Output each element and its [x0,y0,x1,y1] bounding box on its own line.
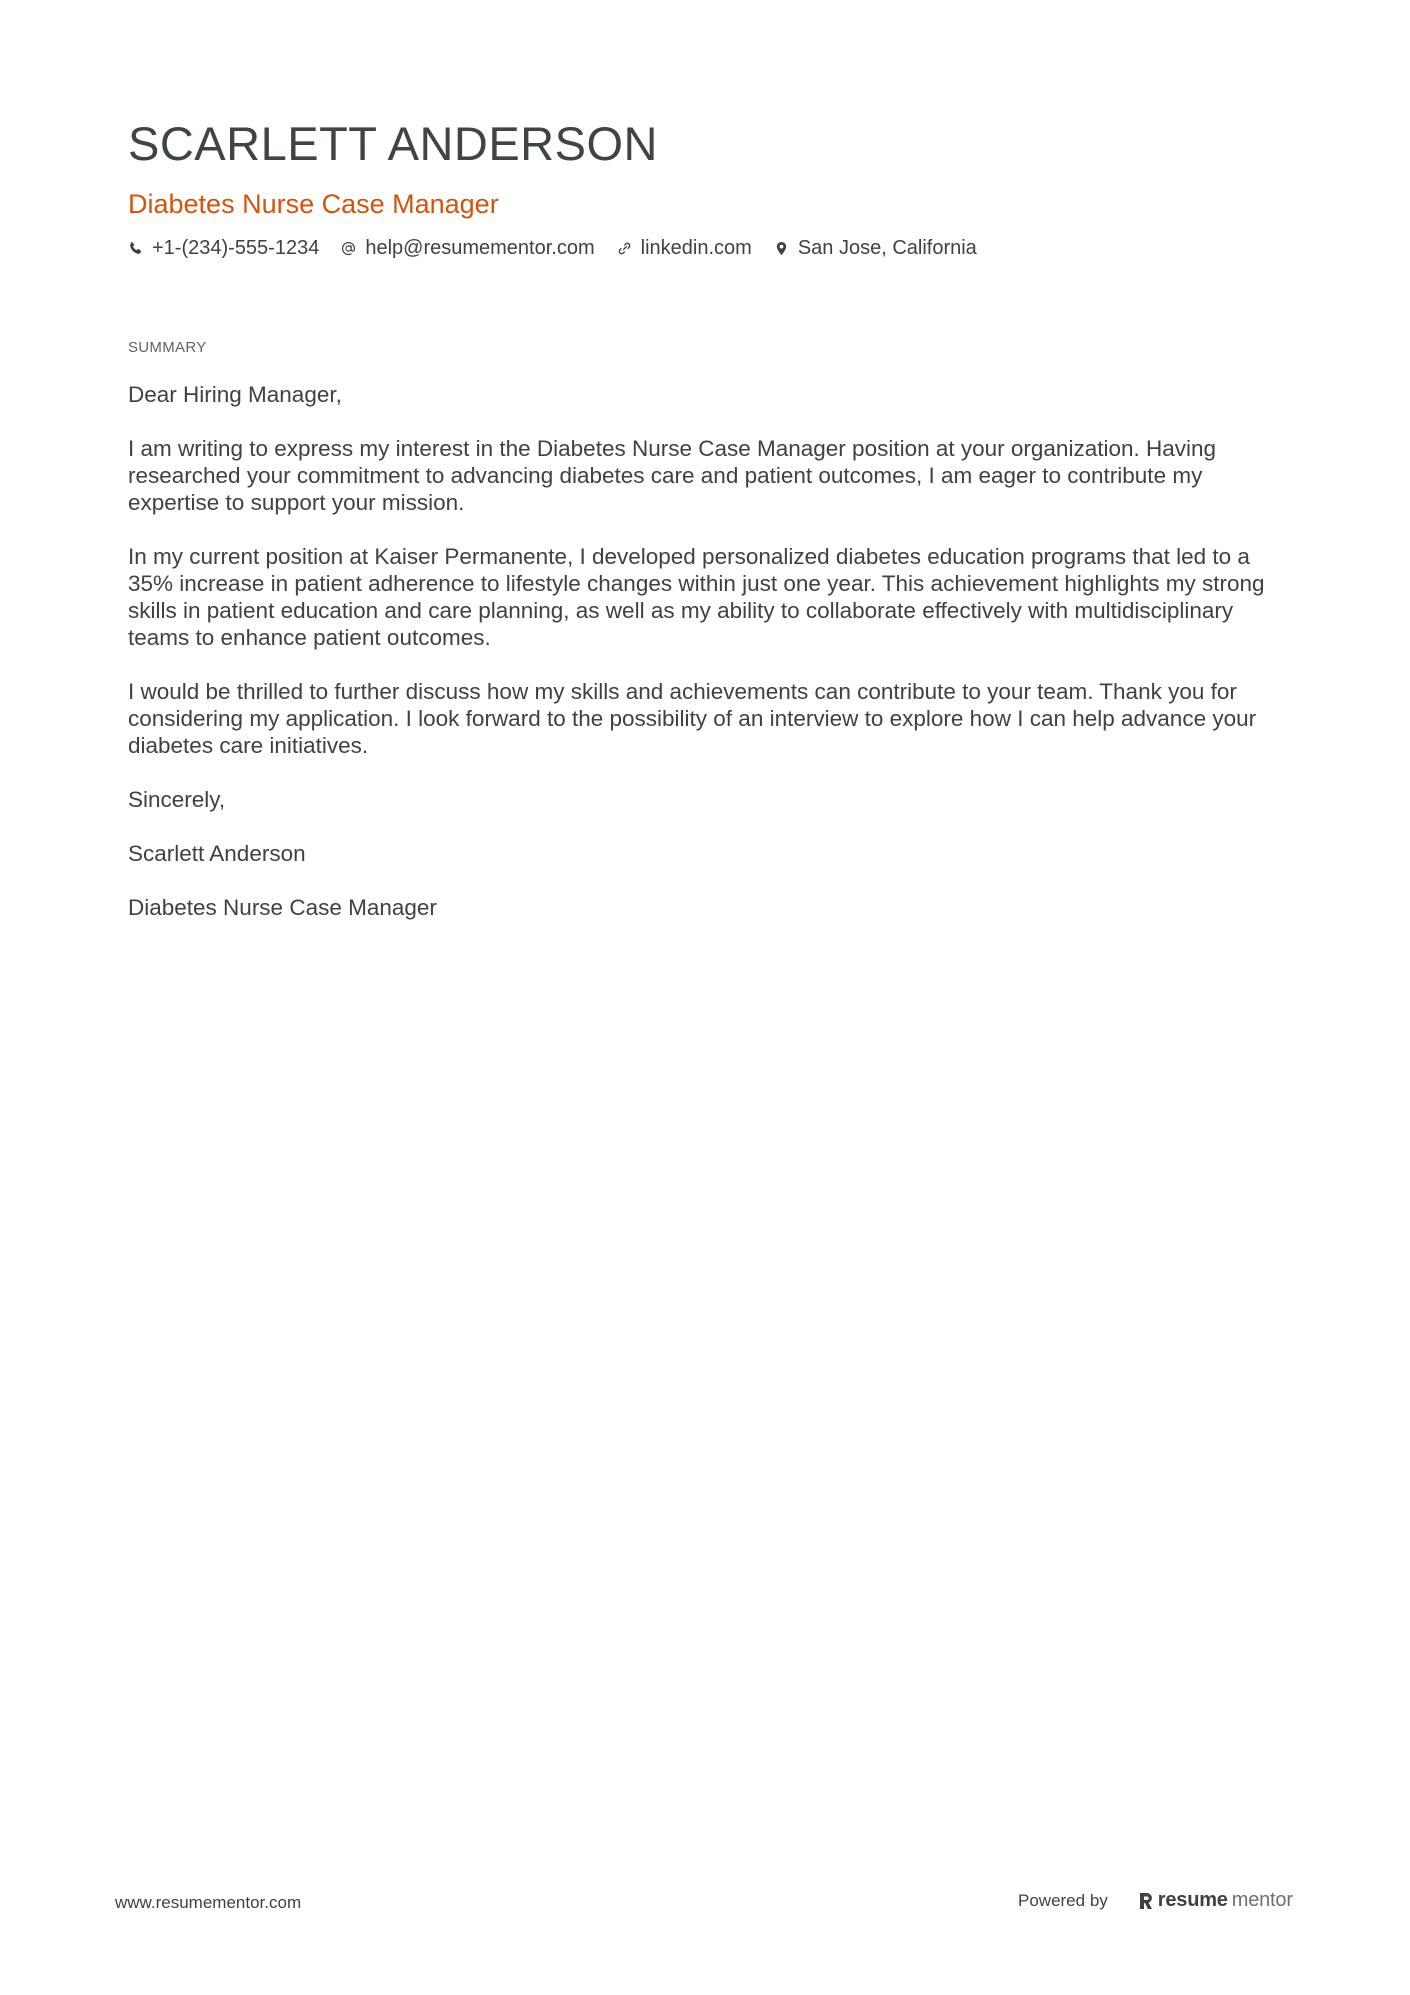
greeting: Dear Hiring Manager, [128,382,342,407]
section-heading: SUMMARY [128,339,207,356]
phone-text: +1-(234)-555-1234 [152,237,320,259]
paragraph: I am writing to express my interest in the Diabetes Nurse Case Manager position at your organization. Having researched your commitment to advancing diabetes care and patient outcomes, I am eager to contribute my expertise to support your mission. [128,436,1217,515]
resumementor-logo-icon [1138,1891,1154,1911]
email-text: help@resumementor.com [365,237,595,259]
paragraph: I would be thrilled to further discuss how my skills and achievements can contribute to your team. Thank you for considering my application. I look forward to the possibility of an interview to explore how I can help advance your diabetes care initiatives. [128,679,1257,758]
link-icon [617,241,632,256]
location-text: San Jose, California [797,237,977,259]
contact-email[interactable] [341,234,594,262]
link-text: linkedin.com [640,237,752,259]
summary-section [128,337,1298,948]
signature-title: Diabetes Nurse Case Manager [128,895,437,920]
contact-location [774,234,977,262]
brand-bold: resume [1157,1889,1228,1911]
brand-light: mentor [1231,1889,1293,1911]
contact-phone [128,234,319,262]
location-pin-icon [774,241,789,256]
signature-name: Scarlett Anderson [128,841,306,866]
phone-icon [128,241,143,256]
letter-body [128,381,1298,921]
contact-link[interactable] [617,234,752,262]
brand-logo[interactable] [1138,1889,1293,1912]
closing: Sincerely, [128,787,226,812]
header [128,112,1288,262]
paragraph: In my current position at Kaiser Permanente, I developed personalized diabetes education programs that led to a 35% increase in patient adherence to lifestyle changes within just one year. This achievement highlights my strong skills in patient education and care planning, as well as my ability to collaborate effectively with multidisciplinary teams to enhance patient outcomes. [128,544,1265,650]
at-icon [341,241,356,256]
job-title: Diabetes Nurse Case Manager [128,189,499,219]
candidate-name: SCARLETT ANDERSON [128,117,658,170]
contact-row [128,234,1288,262]
powered-by-text: Powered by [1018,1890,1108,1910]
footer-powered-by [1018,1889,1293,1912]
footer-website[interactable]: www.resumementor.com [115,1893,302,1912]
